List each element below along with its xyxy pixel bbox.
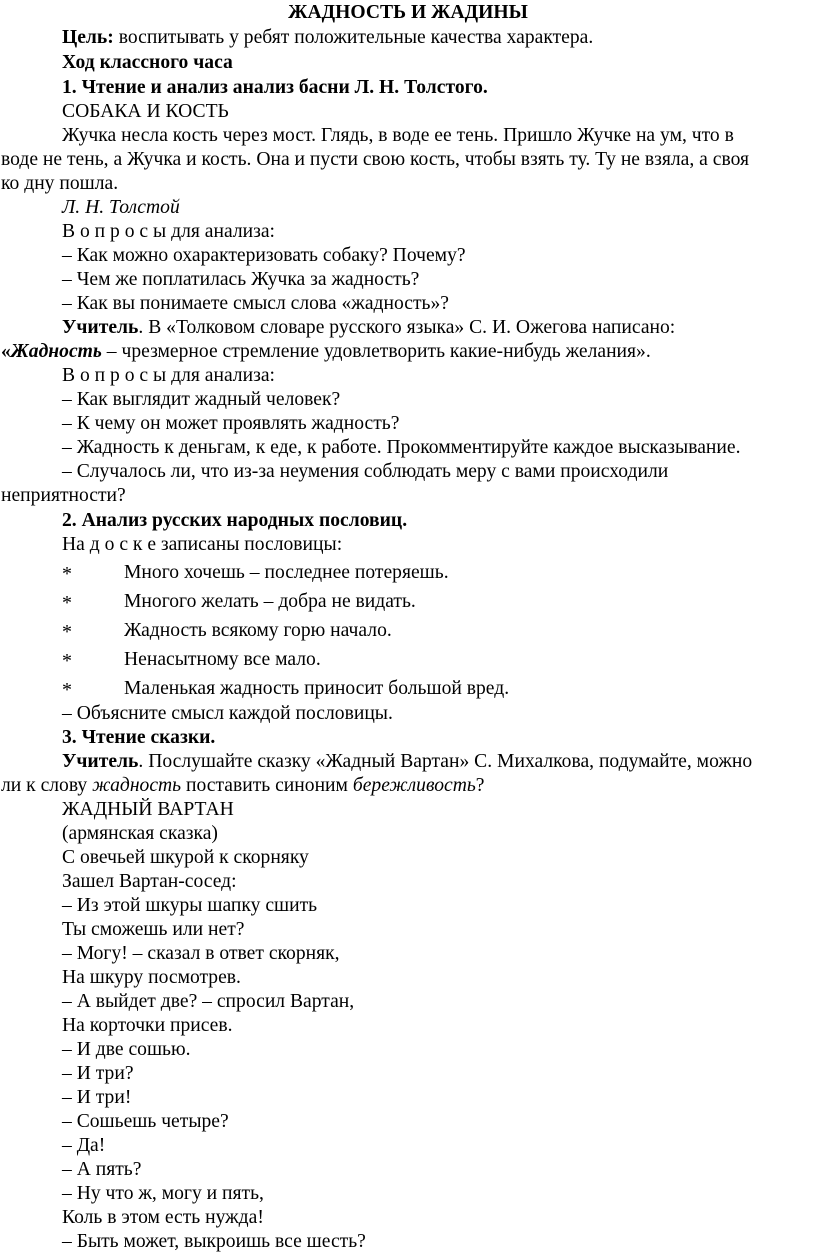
verse-line: С овечьей шкурой к скорняку xyxy=(62,847,309,868)
tale-subtitle: (армянская сказка) xyxy=(62,823,218,844)
goal-text: воспитывать у ребят положительные качества характера. xyxy=(118,27,594,48)
verse-line: – И две сошью. xyxy=(62,1039,191,1060)
question-item: – Жадность к деньгам, к еде, к работе. Прокомментируйте каждое высказывание. xyxy=(62,437,741,458)
question-item: – К чему он может проявлять жадность? xyxy=(62,413,400,434)
fable-text-line-1: Жучка несла кость через мост. Глядь, в воде ее тень. Пришло Жучке на ум, что в xyxy=(62,125,734,146)
questions-intro-rest: для анализа: xyxy=(171,221,275,242)
questions-spaced-word: В о п р о с ы xyxy=(62,221,167,242)
goal-label: Цель: xyxy=(62,27,114,48)
verse-line: – Быть может, выкроишь все шесть? xyxy=(62,1231,366,1252)
lesson-heading: Ход классного часа xyxy=(62,52,233,73)
verse-line: На корточки присев. xyxy=(62,1015,233,1036)
definition-word: Жадность xyxy=(10,341,102,362)
verse-line: – И три? xyxy=(62,1063,134,1084)
fable-author: Л. Н. Толстой xyxy=(62,197,180,218)
question-item: – Случалось ли, что из-за неумения соблюдать меру с вами происходили xyxy=(62,461,669,482)
question-item-continued: неприятности? xyxy=(1,485,126,506)
fable-title: СОБАКА И КОСТЬ xyxy=(62,101,229,122)
proverb-item: Маленькая жадность приносит большой вред. xyxy=(124,678,510,699)
section1-heading: 1. Чтение и анализ анализ басни Л. Н. Толстого. xyxy=(62,77,488,98)
verse-line: – Сошьешь четыре? xyxy=(62,1111,229,1132)
proverb-item: Жадность всякому горю начало. xyxy=(124,620,392,641)
bullet-star-icon: * xyxy=(62,679,72,701)
teacher-line xyxy=(62,316,675,340)
verse-line: Зашел Вартан-сосед: xyxy=(62,871,237,892)
question-item: – Как вы понимаете смысл слова «жадность»? xyxy=(62,293,449,314)
fable-text-line-2: воде не тень, а Жучка и кость. Она и пусти свою кость, чтобы взять ту. Ту не взяла, а своя xyxy=(1,149,750,170)
teacher-text: . В «Толковом словаре русского языка» С. И. Ожегова написано: xyxy=(138,317,676,338)
verse-line: – Ну что ж, могу и пять, xyxy=(62,1183,264,1204)
verse-line: – А пять? xyxy=(62,1159,142,1180)
proverbs-intro: На д о с к е записаны пословицы: xyxy=(62,534,343,555)
proverbs-task: – Объясните смысл каждой пословицы. xyxy=(62,703,393,724)
bullet-star-icon: * xyxy=(62,650,72,672)
section3-heading: 3. Чтение сказки. xyxy=(62,727,216,748)
question-item: – Чем же поплатилась Жучка за жадность? xyxy=(62,269,420,290)
verse-line: – Из этой шкуры шапку сшить xyxy=(62,895,318,916)
teacher-label: Учитель xyxy=(62,317,139,338)
document-title: ЖАДНОСТЬ И ЖАДИНЫ xyxy=(288,2,528,23)
questions-intro xyxy=(62,220,275,244)
questions2-intro: В о п р о с ы для анализа: xyxy=(62,365,275,386)
proverb-item: Много хочешь – последнее потеряешь. xyxy=(124,562,449,583)
question-item: – Как можно охарактеризовать собаку? Почему? xyxy=(62,245,466,266)
bullet-star-icon: * xyxy=(62,563,72,585)
question-item: – Как выглядит жадный человек? xyxy=(62,389,341,410)
bullet-star-icon: * xyxy=(62,621,72,643)
verse-line: – Могу! – сказал в ответ скорняк, xyxy=(62,943,340,964)
tale-title: ЖАДНЫЙ ВАРТАН xyxy=(62,799,234,820)
synonym-question: ли к слову жадность поставить синоним бережливость? xyxy=(1,775,485,796)
definition-text: – чрезмерное стремление удовлетворить какие-нибудь желания». xyxy=(106,341,651,362)
verse-line: – И три! xyxy=(62,1087,132,1108)
verse-line: Ты сможешь или нет? xyxy=(62,919,245,940)
fable-text-line-3: ко дну пошла. xyxy=(1,173,119,194)
definition-line: «Жадность – чрезмерное стремление удовлетворить какие-нибудь желания». xyxy=(1,341,651,362)
teacher-line-2: Учитель. Послушайте сказку «Жадный Вартан» С. Михалкова, подумайте, можно xyxy=(62,751,753,772)
verse-line: – А выйдет две? – спросил Вартан, xyxy=(62,991,355,1012)
proverb-item: Многого желать – добра не видать. xyxy=(124,591,416,612)
goal-line xyxy=(62,26,593,50)
verse-line: – Да! xyxy=(62,1135,106,1156)
proverb-item: Ненасытному все мало. xyxy=(124,649,321,670)
bullet-star-icon: * xyxy=(62,592,72,614)
section2-heading: 2. Анализ русских народных пословиц. xyxy=(62,510,408,531)
verse-line: Коль в этом есть нужда! xyxy=(62,1207,264,1228)
verse-line: На шкуру посмотрев. xyxy=(62,967,241,988)
